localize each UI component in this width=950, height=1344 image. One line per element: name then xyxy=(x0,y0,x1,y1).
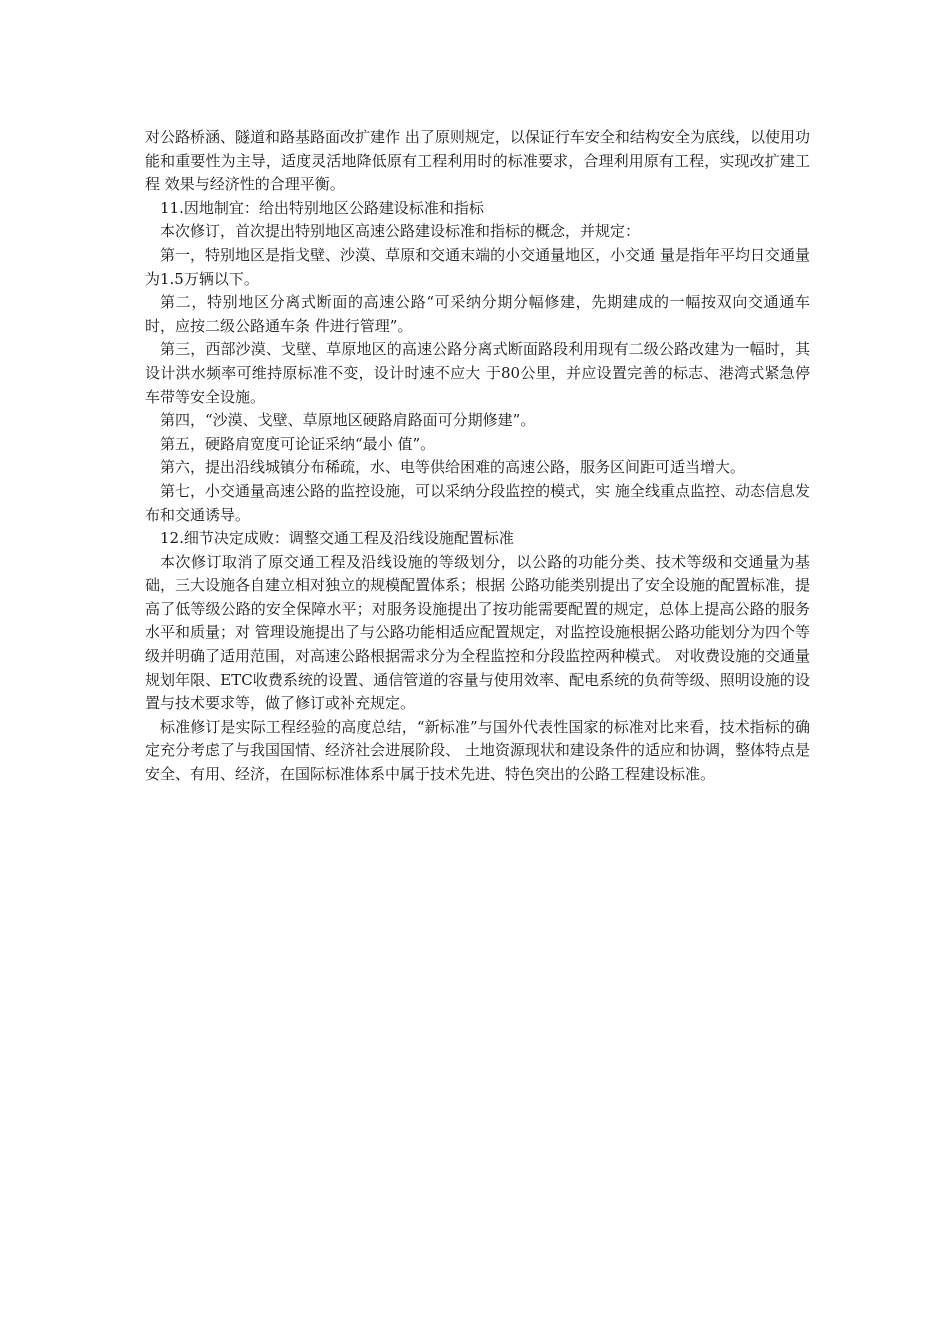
paragraph-conclusion: 标准修订是实际工程经验的高度总结，“新标准”与国外代表性国家的标准对比来看，技术指标的确定充分考虑了与我国国情、经济社会进展阶段、 土地资源现状和建设条件的适应和协调，整体特点是安全、有用、经济，在国际标准体系中属于技术先进、特色突出的公路工程建设标准。 xyxy=(145,717,810,784)
paragraph-rule-2: 第二，特别地区分离式断面的高速公路“可采纳分期分幅修建，先期建成的一幅按双向交通通车时，应按二级公路通车条 件进行管理”。 xyxy=(145,293,810,335)
paragraph-special-areas-intro: 本次修订，首次提出特别地区高速公路建设标准和指标的概念，并规定： xyxy=(160,222,641,241)
section-heading-11: 11.因地制宜：给出特别地区公路建设标准和指标 xyxy=(160,198,484,217)
paragraph-rule-3: 第三，西部沙漠、戈壁、草原地区的高速公路分离式断面路段利用现有二级公路改建为一幅时，其设计洪水频率可维持原标准不变，设计时速不应大 于80公里，并应设置完善的标志、港湾式紧急停车带等安全设施。 xyxy=(145,340,810,406)
paragraph-rule-6: 第六，提出沿线城镇分布稀疏，水、电等供给困难的高速公路，服务区间距可适当增大。 xyxy=(160,458,746,477)
paragraph-rule-4: 第四，“沙漠、戈壁、草原地区硬路肩路面可分期修建”。 xyxy=(160,411,536,430)
paragraph-renovation-principles: 对公路桥涵、隧道和路基路面改扩建作 出了原则规定，以保证行车安全和结构安全为底线，以使用功能和重要性为主导，适度灵活地降低原有工程利用时的标准要求，合理利用原有工程，实现改扩建工程 效果与经济性的合理平衡。 xyxy=(145,128,810,194)
paragraph-rule-5: 第五，硬路肩宽度可论证采纳“最小 值”。 xyxy=(160,434,436,453)
paragraph-rule-7: 第七，小交通量高速公路的监控设施，可以采纳分段监控的模式，实 施全线重点监控、动态信息发布和交通诱导。 xyxy=(145,481,810,524)
document-body xyxy=(145,126,810,787)
paragraph-facility-config: 本次修订取消了原交通工程及沿线设施的等级划分，以公路的功能分类、技术等级和交通量为基础，三大设施各自建立相对独立的规模配置体系；根据 公路功能类别提出了安全设施的配置标准，提高了低等级公路的安全保障水平；对服务设施提出了按功能需要配置的规定，总体上提高公路的服务水平和质量；对 管理设施提出了与公路功能相适应配置规定，对监控设施根据公路功能划分为四个等级并明确了适用范围，对高速公路根据需求分为全程监控和分段监控两种模式。 对收费设施的交通量规划年限、ETC收费系统的设置、通信管道的容量与使用效率、配电系统的负荷等级、照明设施的设置与技术要求等，做了修订或补充规定。 xyxy=(145,552,810,713)
section-heading-12: 12.细节决定成败：调整交通工程及沿线设施配置标准 xyxy=(160,529,514,548)
paragraph-rule-1: 第一，特别地区是指戈壁、沙漠、草原和交通末端的小交通量地区，小交通 量是指年平均日交通量为1.5万辆以下。 xyxy=(145,245,810,288)
